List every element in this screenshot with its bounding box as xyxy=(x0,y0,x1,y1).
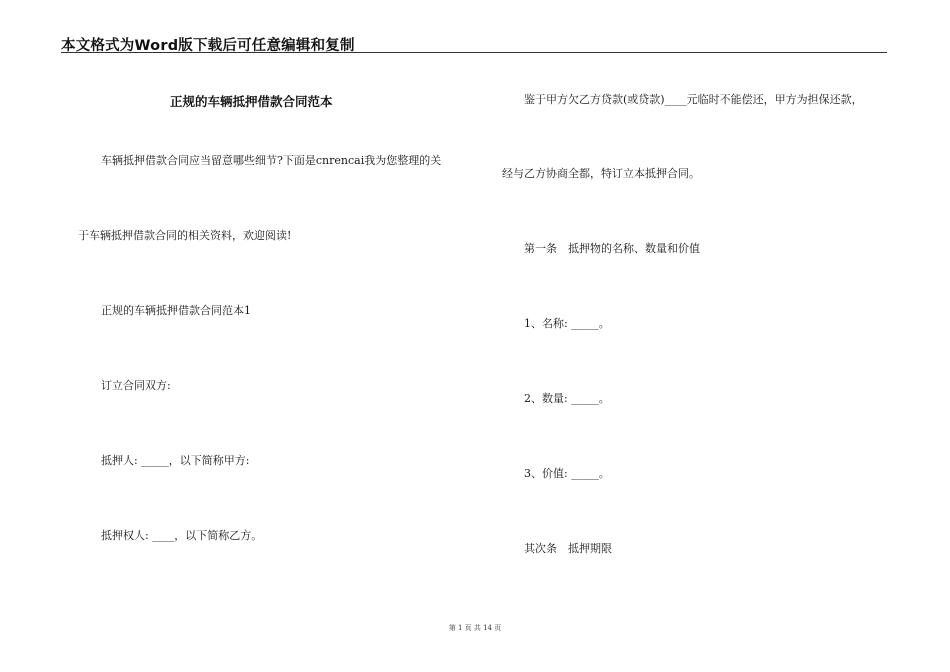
mortgagee-line: 抵押权人: ____，以下简称乙方。 xyxy=(101,529,263,542)
intro-paragraph-line-1: 车辆抵押借款合同应当留意哪些细节?下面是cnrencai我为您整理的关 xyxy=(101,154,442,167)
item-name-line: 1、名称: _____。 xyxy=(524,317,610,330)
article-1-heading: 第一条 抵押物的名称、数量和价值 xyxy=(524,242,700,255)
header-divider xyxy=(61,52,887,53)
recital-line-1: 鉴于甲方欠乙方贷款(或贷款)____元临时不能偿还，甲方为担保还款， xyxy=(524,93,863,106)
parties-label: 订立合同双方: xyxy=(101,379,171,392)
contract-sample-heading: 正规的车辆抵押借款合同范本1 xyxy=(101,304,251,317)
item-quantity-line: 2、数量: _____。 xyxy=(524,392,610,405)
item-value-line: 3、价值: _____。 xyxy=(524,467,610,480)
article-2-heading: 其次条 抵押期限 xyxy=(524,542,612,555)
header-banner: 本文格式为Word版下载后可任意编辑和复制 xyxy=(61,38,355,54)
document-title: 正规的车辆抵押借款合同范本 xyxy=(170,94,333,109)
mortgagor-line: 抵押人: _____，以下简称甲方: xyxy=(101,454,250,467)
recital-line-2: 经与乙方协商全都，特订立本抵押合同。 xyxy=(502,167,700,180)
intro-paragraph-line-2: 于车辆抵押借款合同的相关资料，欢迎阅读! xyxy=(78,229,292,242)
page-number-footer: 第 1 页 共 14 页 xyxy=(448,624,502,632)
